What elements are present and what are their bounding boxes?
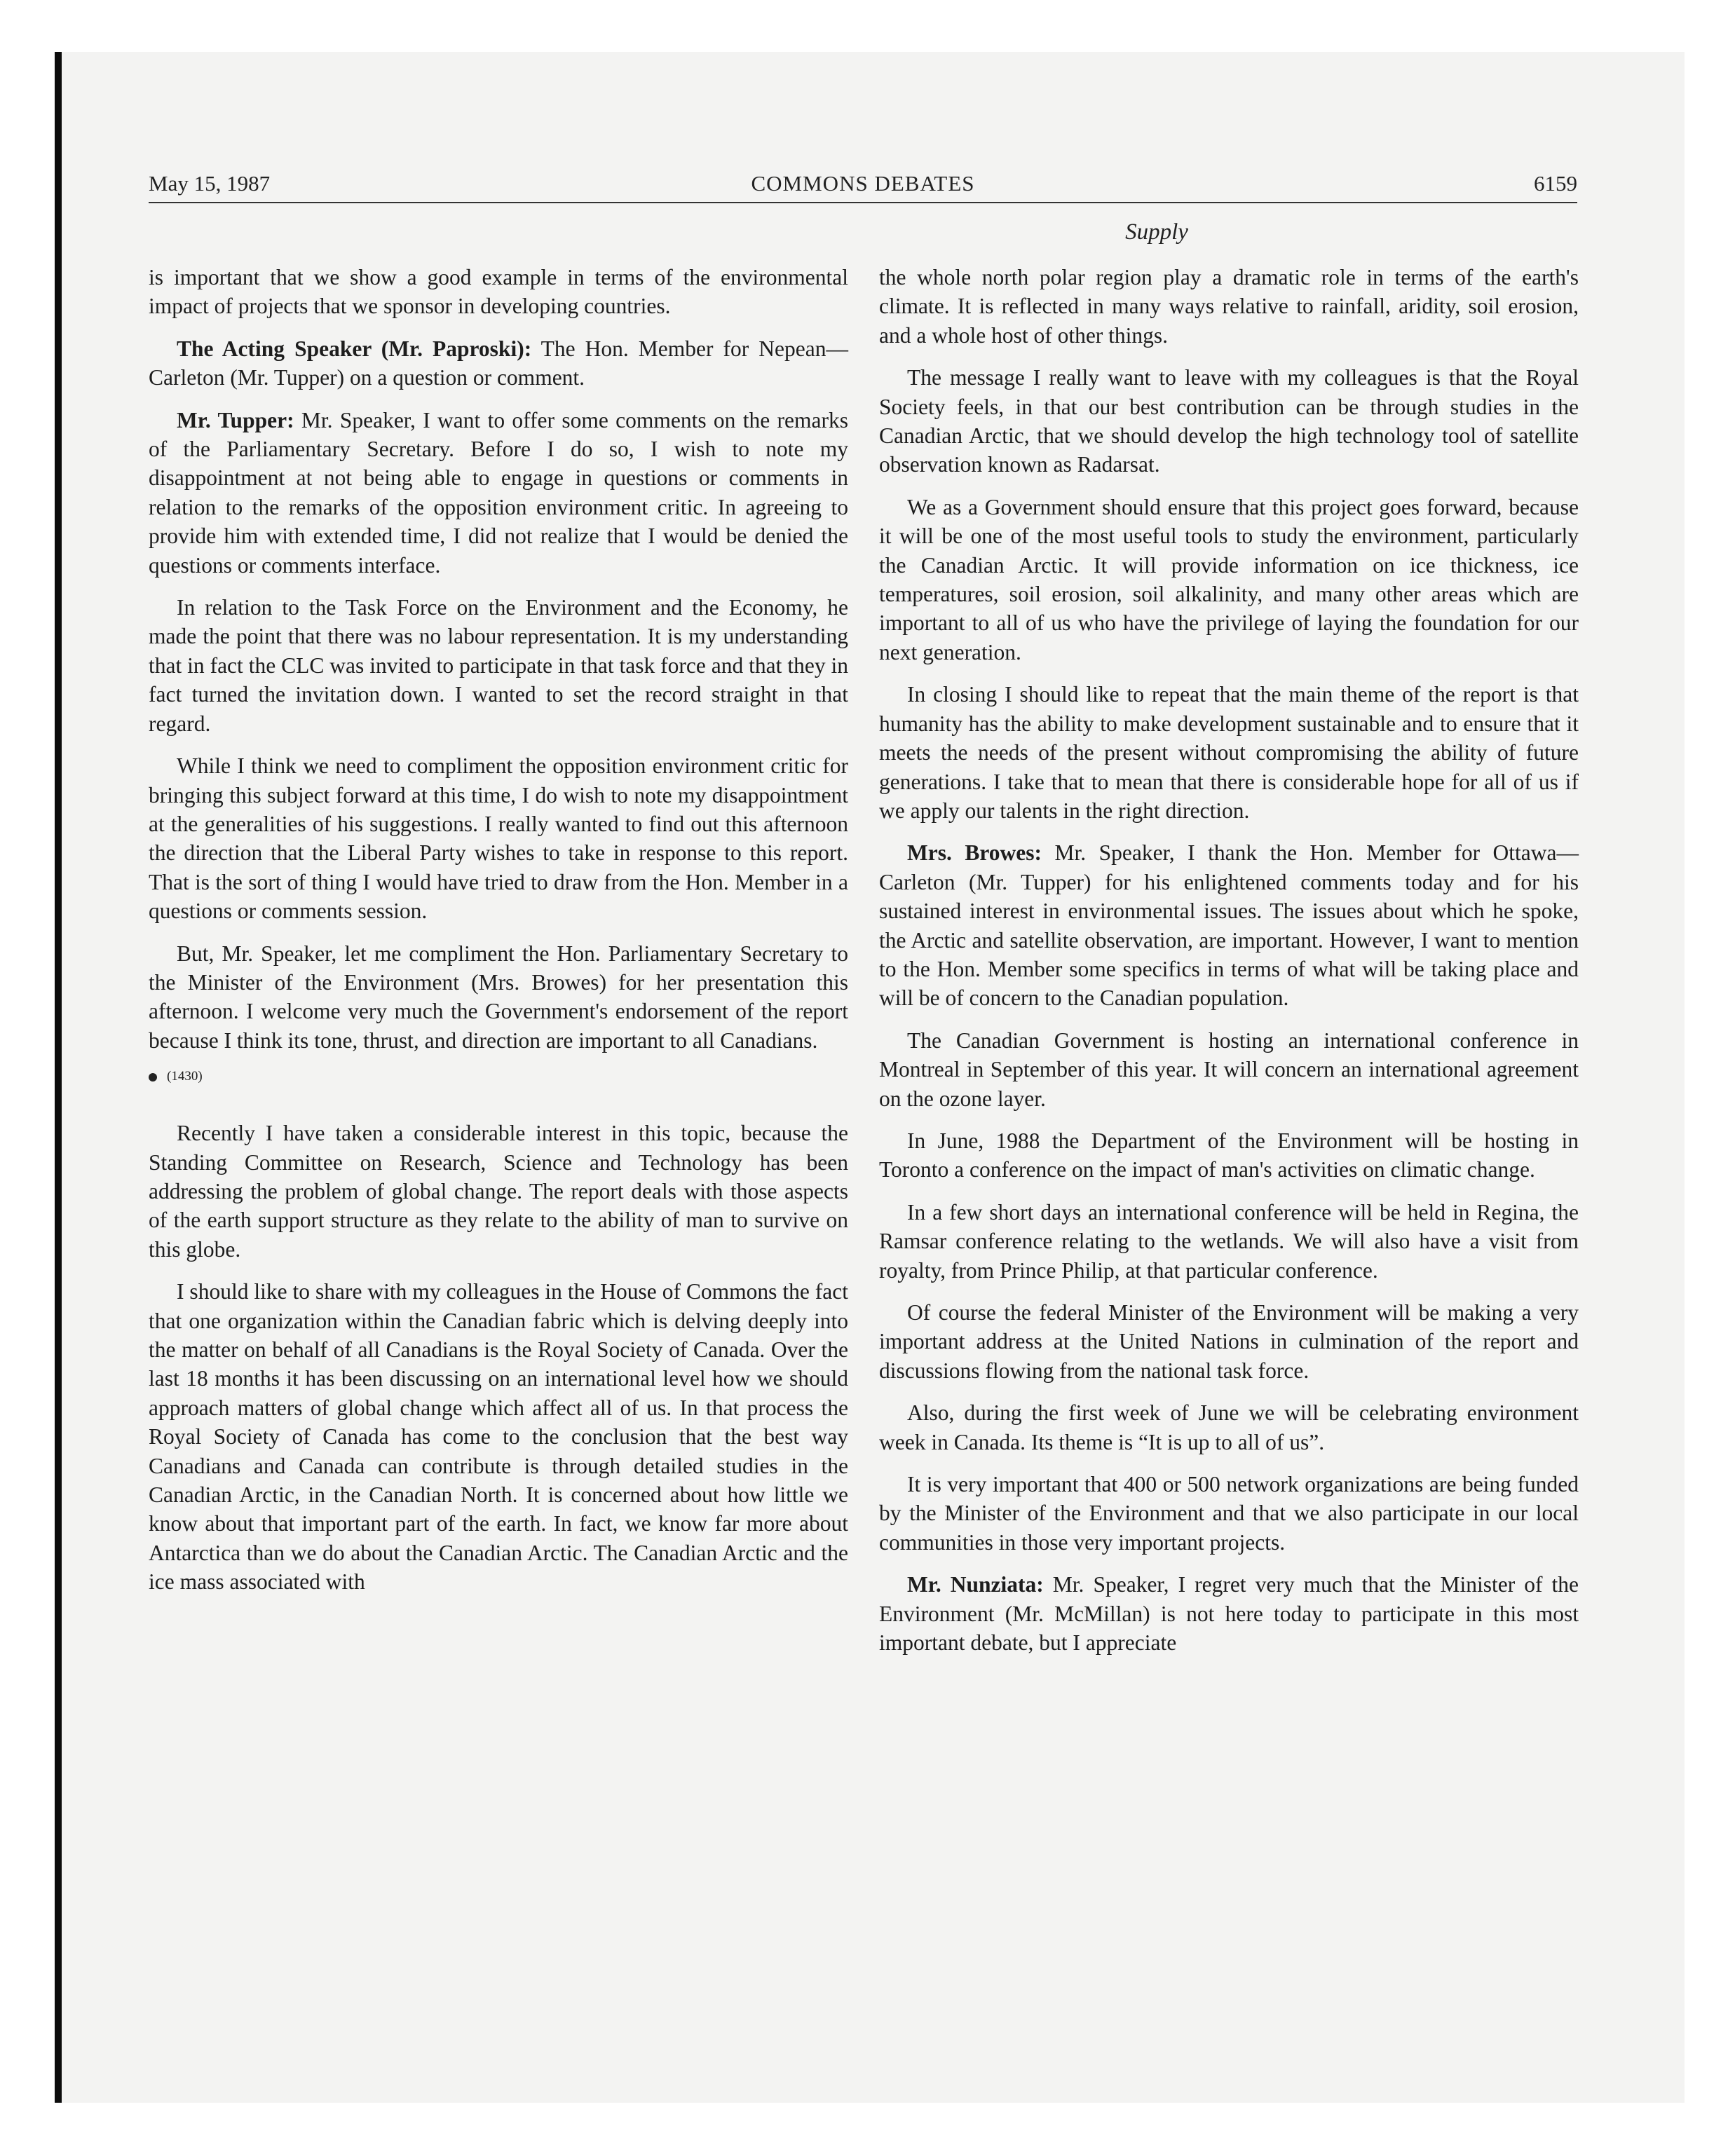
paragraph: is important that we show a good example in terms of the environmental impact of projects that we sponsor in developing countries. (149, 265, 848, 319)
paragraph: In June, 1988 the Department of the Environment will be hosting in Toronto a conference on the impact of man's activities on climatic change. (879, 1128, 1579, 1182)
paragraph: the whole north polar region play a dramatic role in terms of the earth's climate. It is reflected in many ways relative to rainfall, aridity, soil erosion, and a whole host of other things. (879, 265, 1579, 348)
paragraph: In a few short days an international conference will be held in Regina, the Ramsar conference relating to the wetlands. We will also have a visit from royalty, from Prince Philip, at that particular conference. (879, 1199, 1579, 1283)
paragraph: In closing I should like to repeat that the main theme of the report is that humanity has the ability to make development sustainable and to ensure that it meets the needs of the present without compromising the ability of future generations. I take that to mean that there is considerable hope for all of us if we apply our talents in the right direction. (879, 682, 1579, 823)
header-title: COMMONS DEBATES (751, 171, 975, 196)
timestamp-text: (1430) (167, 1069, 203, 1084)
speaker-paragraph (879, 1570, 1579, 1657)
page-header (149, 170, 1577, 203)
timestamp (149, 1068, 848, 1085)
paragraph: The Canadian Government is hosting an international conference in Montreal in September of this year. It will concern an international agreement on the ozone layer. (879, 1028, 1579, 1111)
bullet-icon (149, 1073, 157, 1082)
paragraph-text: Mr. Speaker, I thank the Hon. Member for Ottawa—Carleton (Mr. Tupper) for his enlightened comments today and for his sustained interest in environmental issues. The issues about which he spoke, the Arctic and satellite observation, are important. However, I want to mention to the Hon. Member some specifics in terms of what will be taking place and will be of concern to the Canadian population. (879, 840, 1579, 1011)
speaker-paragraph (149, 406, 848, 580)
paragraph: Recently I have taken a considerable interest in this topic, because the Standing Committee on Research, Science and Technology has been addressing the problem of global change. The report deals with those aspects of the earth support structure as they relate to the ability of man to survive on this globe. (149, 1121, 848, 1262)
paragraph: While I think we need to compliment the opposition environment critic for bringing this subject forward at this time, I do wish to note my disappointment at the generalities of his suggestions. I really wanted to find out this afternoon the direction that the Liberal Party wishes to take in response to this report. That is the sort of thing I would have tried to draw from the Hon. Member in a questions or comments session. (149, 753, 848, 924)
paragraph: In relation to the Task Force on the Environment and the Economy, he made the point that there was no labour representation. It is my understanding that in fact the CLC was invited to participate in that task force and that they in fact turned the invitation down. I wanted to set the record straight in that regard. (149, 595, 848, 736)
header-date: May 15, 1987 (149, 171, 271, 196)
paragraph: The message I really want to leave with my colleagues is that the Royal Society feels, in that our best contribution can be through studies in the Canadian Arctic, that we should develop the high technology tool of satellite observation known as Radarsat. (879, 365, 1579, 477)
paragraph: Of course the federal Minister of the Environment will be making a very important address at the United Nations in culmination of the report and discussions flowing from the national task force. (879, 1300, 1579, 1383)
paragraph: I should like to share with my colleagues in the House of Commons the fact that one organization within the Canadian fabric which is delving deeply into the matter on behalf of all Canadians is the Royal Society of Canada. Over the last 18 months it has been discussing on an international level how we should approach matters of global change which affect all of us. In that process the Royal Society of Canada has come to the conclusion that the best way Canadians and Canada can contribute is through detailed studies in the Canadian Arctic, in the Canadian North. It is concerned about how little we know about that important part of the earth. In fact, we know far more about Antarctica than we do about the Canadian Arctic. The Canadian Arctic and the ice mass associated with (149, 1279, 848, 1595)
speaker-paragraph (879, 838, 1579, 1012)
speaker-name: The Acting Speaker (Mr. Paproski): (177, 336, 532, 361)
speaker-name: Mr. Nunziata: (907, 1572, 1044, 1597)
section-title: Supply (1125, 219, 1188, 245)
speaker-name: Mr. Tupper: (177, 407, 294, 432)
paragraph: Also, during the first week of June we will be celebrating environment week in Canada. Its theme is “It is up to all of us”. (879, 1400, 1579, 1454)
page-number: 6159 (1534, 171, 1577, 196)
paragraph-text: The Hon. Member for Nepean—Carleton (Mr. Tupper) on a question or comment. (149, 336, 848, 390)
paragraph: It is very important that 400 or 500 network organizations are being funded by the Minister of the Environment and that we also participate in our local communities in those very important projects. (879, 1472, 1579, 1555)
speaker-name: Mrs. Browes: (907, 840, 1042, 866)
right-column (879, 263, 1579, 1670)
left-column (149, 263, 848, 1610)
paragraph: We as a Government should ensure that this project goes forward, because it will be one of the most useful tools to study the environment, particularly the Canadian Arctic. It will provide information on ice thickness, ice temperatures, soil erosion, soil alkalinity, and many other areas which are important to all of us who have the privilege of laying the foundation for our next generation. (879, 494, 1579, 664)
paragraph-text: Mr. Speaker, I want to offer some comments on the remarks of the Parliamentary Secretary. Before I do so, I wish to note my disappointment at not being able to engage in questions or comments in relation to the remarks of the opposition environment critic. In agreeing to provide him with extended time, I did not realize that I would be denied the questions or comments interface. (149, 407, 848, 578)
paragraph: But, Mr. Speaker, let me compliment the Hon. Parliamentary Secretary to the Minister of the Environment (Mrs. Browes) for her presentation this afternoon. I welcome very much the Government's endorsement of the report because I think its tone, thrust, and direction are important to all Canadians. (149, 941, 848, 1053)
speaker-paragraph (149, 334, 848, 393)
paragraph-text: Mr. Speaker, I regret very much that the Minister of the Environment (Mr. McMillan) is not here today to participate in this most important debate, but I appreciate (879, 1572, 1579, 1656)
